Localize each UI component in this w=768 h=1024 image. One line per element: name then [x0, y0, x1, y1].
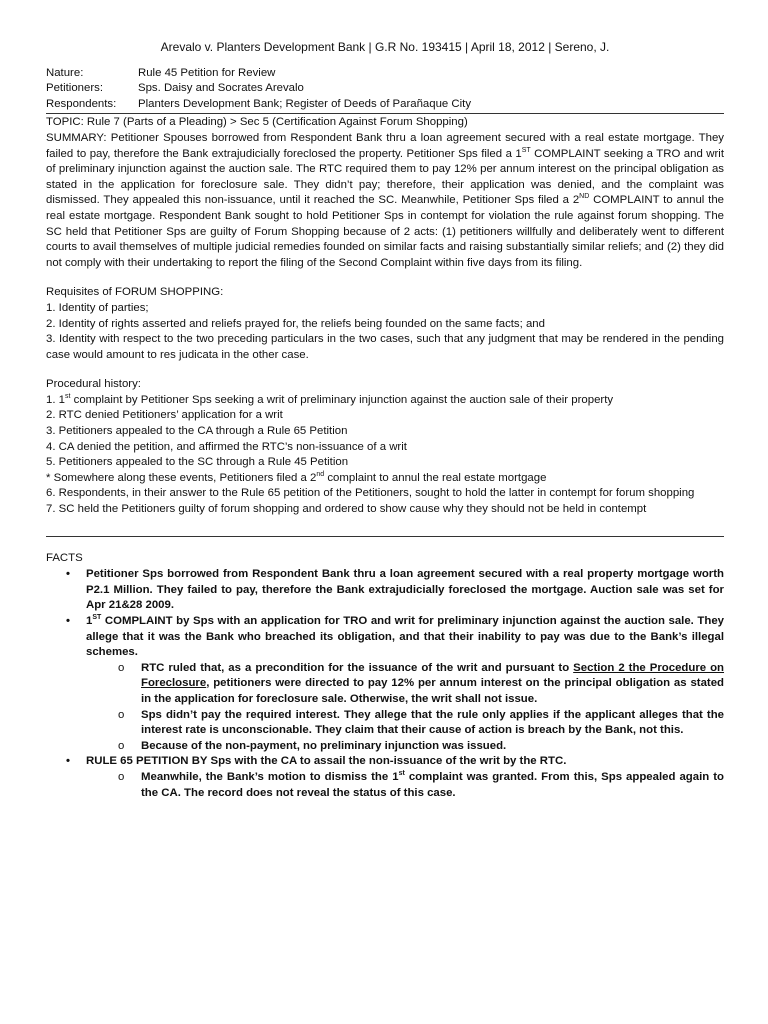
- summary-sup-1: ST: [521, 146, 531, 154]
- requisite-item: 2. Identity of rights asserted and reliefs prayed for, the reliefs being founded on the same facts; and: [46, 317, 545, 330]
- procedural-note: [46, 471, 724, 487]
- facts-subbullet: [86, 708, 724, 739]
- document-page: [46, 40, 724, 801]
- facts-subbullet: [86, 739, 724, 755]
- procedural-item-5: 5. Petitioners appealed to the SC through a Rule 45 Petition: [46, 456, 349, 469]
- procedural-note-text-1: * Somewhere along these events, Petitioners filed a 2: [46, 471, 317, 484]
- procedural-item-1-sup: st: [65, 393, 71, 401]
- summary-text-3: COMPLAINT to annul the real estate mortgage. Respondent Bank sought to hold Petitioner Sps in contempt for violation the rule against forum shopping. The SC held that Petitioner Sps are guilty of Forum Shopping because of 2 acts: (1) petitioners willfully and deliberately went to different courts to avail themselves of multiple judicial remedies founded on similar facts and raising substantially similar reliefs; and (2) they did not comply with their undertaking to report the filing of the Second Complaint within five days from its filing.: [46, 194, 724, 269]
- facts-subbullet-text-2: , petitioners were directed to pay 12% per annum interest on the principal obligation as stated in the application for foreclosure sale. Otherwise, the writ shall not issue.: [141, 677, 724, 705]
- sub-bullet-icon: o: [118, 770, 125, 783]
- facts-subbullet-text-1: RTC ruled that, as a precondition for the issuance of the writ and pursuant to: [141, 661, 574, 674]
- procedural-item-7: 7. SC held the Petitioners guilty of forum shopping and ordered to show cause why they should not be held in contempt: [46, 503, 647, 516]
- bullet-icon: •: [66, 568, 70, 581]
- petitioners-value: Sps. Daisy and Socrates Arevalo: [138, 82, 304, 95]
- case-title: Arevalo v. Planters Development Bank | G.R No. 193415 | April 18, 2012 | Sereno, J.: [160, 40, 610, 54]
- nature-row: [46, 66, 724, 82]
- requisite-item: 1. Identity of parties;: [46, 301, 149, 314]
- respondents-value: Planters Development Bank; Register of Deeds of Parañaque City: [138, 97, 472, 110]
- bullet-icon: •: [66, 615, 70, 627]
- facts-bullet-1-text: Petitioner Sps borrowed from Respondent Bank thru a loan agreement secured with a real property mortgage worth P2.1 Million. They failed to pay, therefore the Bank extrajudicially foreclosed the mortgage. Auction sale was set for Apr 21&28 2009.: [86, 568, 724, 612]
- facts-bullet-3-text: RULE 65 PETITION BY Sps with the CA to assail the non-issuance of the writ by the RTC.: [86, 755, 567, 768]
- facts-bullet-2: [46, 614, 724, 754]
- nature-value: Rule 45 Petition for Review: [138, 66, 276, 79]
- sub-bullet-icon: o: [118, 661, 125, 674]
- procedural-item-2: 2. RTC denied Petitioners’ application for a writ: [46, 409, 283, 422]
- summary-label: SUMMARY:: [46, 131, 107, 144]
- summary-text-1: Petitioner Spouses borrowed from Respondent Bank thru a loan agreement secured with a real estate mortgage. They failed to pay, therefore the Bank extrajudicially foreclosed the property. Petitioner Sps filed a 1: [46, 131, 724, 160]
- procedural-item-1-num: 1. 1: [46, 393, 65, 406]
- procedural-item-1: [46, 393, 724, 409]
- facts-bullet-3: [46, 754, 724, 801]
- requisite-item: 3. Identity with respect to the two preceding particulars in the two cases, such that any judgment that may be rendered in the pending case would amount to res judicata in the other case.: [46, 333, 724, 361]
- nature-label: Nature:: [46, 66, 84, 79]
- requisites-heading: Requisites of FORUM SHOPPING:: [46, 286, 224, 299]
- procedural-note-text-2: complaint to annul the real estate mortgage: [324, 471, 547, 484]
- facts-bullet-1: [46, 567, 724, 614]
- respondents-label: Respondents:: [46, 97, 117, 110]
- topic-row: [46, 113, 724, 131]
- section-divider: [46, 536, 724, 537]
- respondents-row: [46, 97, 724, 113]
- facts-subbullet-text-1: Meanwhile, the Bank’s motion to dismiss the 1: [141, 770, 399, 783]
- petitioners-row: [46, 81, 724, 97]
- sub-bullet-icon: o: [118, 739, 125, 752]
- facts-sublist: [86, 661, 724, 755]
- facts-list: [46, 567, 724, 801]
- facts-sublist: [86, 770, 724, 801]
- facts-subbullet-text: Sps didn’t pay the required interest. They allege that the rule only applies if the applicant alleges that the interest rate is unconscionable. They claim that their cause of action is breach by the Bank, not this.: [141, 708, 724, 737]
- procedural-item-4: 4. CA denied the petition, and affirmed the RTC’s non-issuance of a writ: [46, 440, 407, 453]
- facts-heading: FACTS: [46, 551, 83, 564]
- sub-bullet-icon: o: [118, 708, 125, 721]
- facts-subbullet: [86, 770, 724, 801]
- petitioners-label: Petitioners:: [46, 82, 103, 95]
- facts-bullet-2-sup: ST: [92, 614, 102, 622]
- procedural-item-3: 3. Petitioners appealed to the CA through a Rule 65 Petition: [46, 425, 348, 438]
- procedural-item-1-text: complaint by Petitioner Sps seeking a writ of preliminary injunction against the auction sale of their property: [70, 393, 614, 406]
- facts-subbullet-text-2: complaint was granted. From this, Sps appealed again to the CA. The record does not reveal the status of this case.: [141, 770, 725, 799]
- procedural-item-6: 6. Respondents, in their answer to the Rule 65 petition of the Petitioners, sought to hold the latter in contempt for forum shopping: [46, 487, 695, 500]
- procedure-reference: Section 2 the Procedure on Foreclosure: [141, 661, 725, 690]
- topic-value: Rule 7 (Parts of a Pleading) > Sec 5 (Certification Against Forum Shopping): [83, 116, 468, 129]
- bullet-icon: •: [66, 755, 70, 768]
- topic-label: TOPIC:: [46, 116, 84, 129]
- facts-subbullet-text: Because of the non-payment, no preliminary injunction was issued.: [141, 739, 507, 752]
- facts-bullet-2-text: COMPLAINT by Sps with an application for TRO and writ for preliminary injunction against the auction sale. They allege that it was the Bank who breached its obligation, and that their inability to pay was due to the Bank’s illegal schemes.: [86, 615, 724, 659]
- summary-sup-2: ND: [579, 193, 590, 201]
- procedural-note-sup: nd: [316, 471, 325, 479]
- facts-subbullet-sup: st: [398, 770, 405, 778]
- summary-paragraph: [46, 131, 724, 271]
- facts-subbullet: [86, 661, 724, 708]
- facts-bullet-2-num: 1: [86, 615, 93, 627]
- summary-text-2: COMPLAINT seeking a TRO and writ of preliminary injunction against the auction sale. The RTC required them to pay 12% per annum interest on the principal obligation as stated in the application for foreclosure sale. They didn’t pay; therefore, their application was denied, and the complaint was dismissed. They appealed this non-issuance, until it reached the SC. Meanwhile, Petitioner Sps filed a 2: [46, 147, 724, 207]
- procedural-heading: Procedural history:: [46, 378, 141, 391]
